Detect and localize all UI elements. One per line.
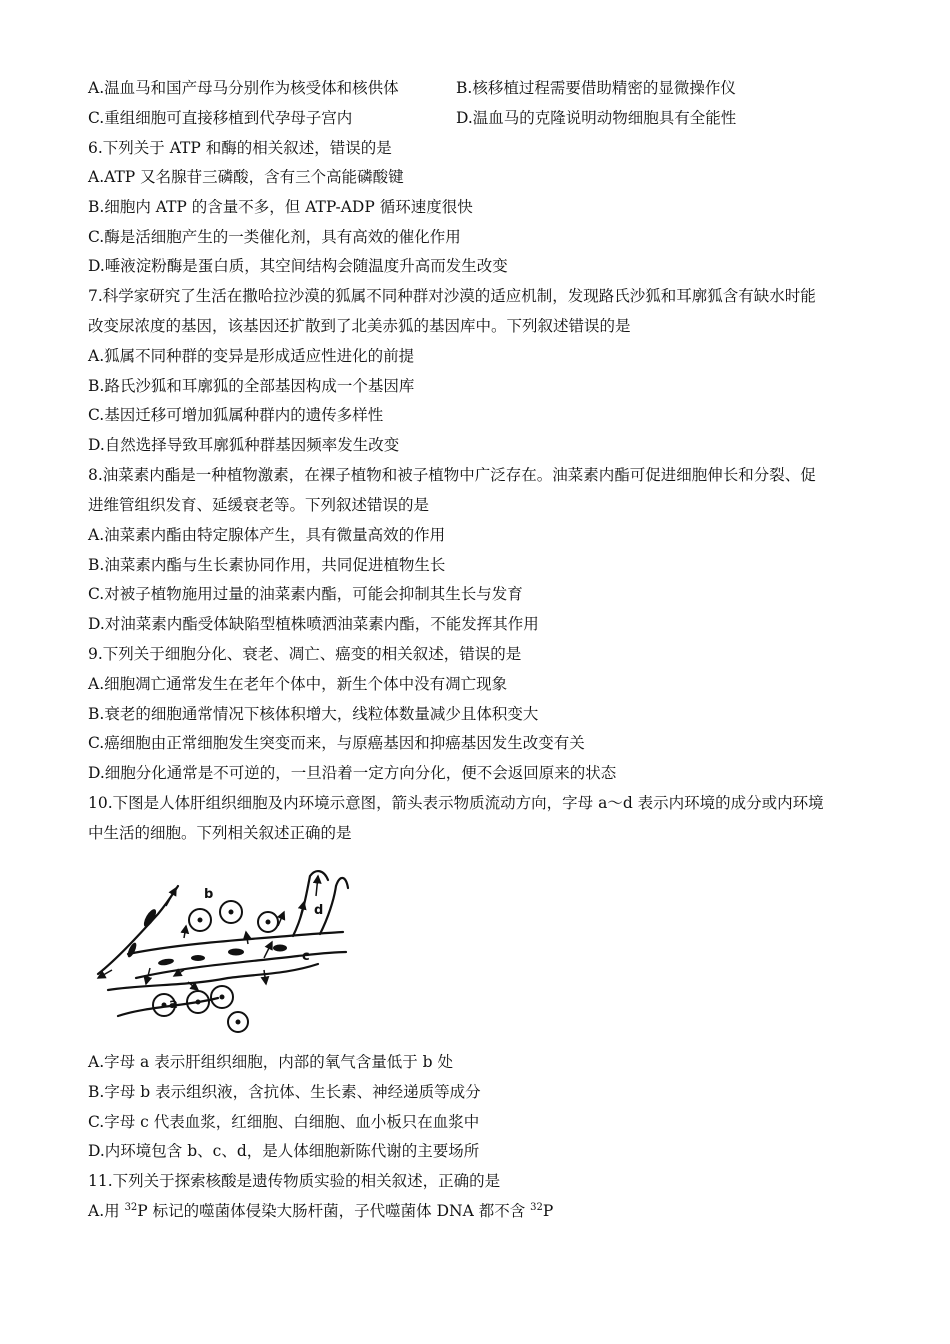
q7-stem-line2: 改变尿浓度的基因，该基因还扩散到了北美赤狐的基因库中。下列叙述错误的是 [88,317,631,335]
q5-option-d: D.温血马的克隆说明动物细胞具有全能性 [456,109,737,127]
q7-option-a: A.狐属不同种群的变异是形成适应性进化的前提 [88,347,415,365]
flow-arrow [166,888,176,906]
liver-tissue-diagram [88,866,350,1036]
q7-option-d: D.自然选择导致耳廓狐种群基因频率发生改变 [88,436,400,454]
q11-option-a-pre: A.用 [88,1202,125,1220]
blood-cell [126,941,138,958]
q8-option-d: D.对油菜素内酯受体缺陷型植株喷洒油菜素内酯，不能发挥其作用 [88,615,539,633]
flow-arrow [264,970,266,984]
q11-stem: 11.下列关于探索核酸是遗传物质实验的相关叙述，正确的是 [88,1172,501,1190]
q8-stem-line1: 8.油菜素内酯是一种植物激素，在裸子植物和被子植物中广泛存在。油菜素内酯可促进细胞伸长和分裂、促 [88,466,816,484]
q9-option-a: A.细胞凋亡通常发生在老年个体中，新生个体中没有凋亡现象 [88,675,508,693]
q5-option-c: C.重组细胞可直接移植到代孕母子宫内 [88,109,353,127]
label-b: b [204,887,214,902]
blood-cell [142,907,159,928]
q6-option-c: C.酶是活细胞产生的一类催化剂，具有高效的催化作用 [88,228,461,246]
q7-option-b: B.路氏沙狐和耳廓狐的全部基因构成一个基因库 [88,377,415,395]
q7-option-c: C.基因迁移可增加狐属种群内的遗传多样性 [88,406,384,424]
flow-arrow [264,942,272,958]
flow-arrow [278,912,284,926]
q6-stem: 6.下列关于 ATP 和酶的相关叙述，错误的是 [88,139,392,157]
q6-option-d: D.唾液淀粉酶是蛋白质，其空间结构会随温度升高而发生改变 [88,257,508,275]
blood-cell [228,949,244,956]
q9-option-d: D.细胞分化通常是不可逆的，一旦沿着一定方向分化，便不会返回原来的状态 [88,764,617,782]
q9-option-b: B.衰老的细胞通常情况下核体积增大，线粒体数量减少且体积变大 [88,705,539,723]
label-c: c [302,949,310,964]
q8-option-a: A.油菜素内酯由特定腺体产生，具有微量高效的作用 [88,526,446,544]
flow-arrow [316,876,318,896]
q11-option-a-mid: P 标记的噬菌体侵染大肠杆菌，子代噬菌体 DNA 都不含 [137,1202,531,1220]
isotope-superscript: 32 [530,1202,543,1213]
q7-stem-line1: 7.科学家研究了生活在撒哈拉沙漠的狐属不同种群对沙漠的适应机制，发现路氏沙狐和耳廓狐含有缺水时能 [88,287,816,305]
q5-option-a: A.温血马和国产母马分别作为核受体和核供体 [88,79,399,97]
tissue-boundary-bottom [118,998,218,1016]
blood-cell [158,958,175,967]
blood-cell [273,945,287,952]
q5-option-b: B.核移植过程需要借助精密的显微操作仪 [456,79,736,97]
q9-stem: 9.下列关于细胞分化、衰老、凋亡、癌变的相关叙述，错误的是 [88,645,522,663]
label-d: d [314,903,324,918]
blood-cell [191,955,205,961]
label-a: a [169,997,178,1012]
q10-stem-line2: 中生活的细胞。下列相关叙述正确的是 [88,824,352,842]
flow-arrow [184,926,186,938]
q11-option-a [88,1201,553,1221]
lymph-vessel-right-wall [320,878,348,934]
q8-option-b: B.油菜素内酯与生长素协同作用，共同促进植物生长 [88,556,446,574]
q11-option-a-post: P [542,1202,554,1220]
q10-option-a: A.字母 a 表示肝组织细胞，内部的氧气含量低于 b 处 [88,1053,453,1071]
q10-option-b: B.字母 b 表示组织液，含抗体、生长素、神经递质等成分 [88,1083,481,1101]
q8-option-c: C.对被子植物施用过量的油菜素内酯，可能会抑制其生长与发育 [88,585,523,603]
q6-option-a: A.ATP 又名腺苷三磷酸，含有三个高能磷酸键 [88,168,404,186]
q9-option-c: C.癌细胞由正常细胞发生突变而来，与原癌基因和抑癌基因发生改变有关 [88,734,585,752]
q10-option-c: C.字母 c 代表血浆，红细胞、白细胞、血小板只在血浆中 [88,1113,480,1131]
q10-stem-line1: 10.下图是人体肝组织细胞及内环境示意图，箭头表示物质流动方向，字母 a～d 表示内环境的成分或内环境 [88,794,824,812]
q6-option-b: B.细胞内 ATP 的含量不多，但 ATP-ADP 循环速度很快 [88,198,473,216]
flow-arrow [246,932,248,944]
q8-stem-line2: 进维管组织发育、延缓衰老等。下列叙述错误的是 [88,496,430,514]
isotope-superscript: 32 [124,1202,138,1213]
q10-option-d: D.内环境包含 b、c、d，是人体细胞新陈代谢的主要场所 [88,1142,480,1160]
